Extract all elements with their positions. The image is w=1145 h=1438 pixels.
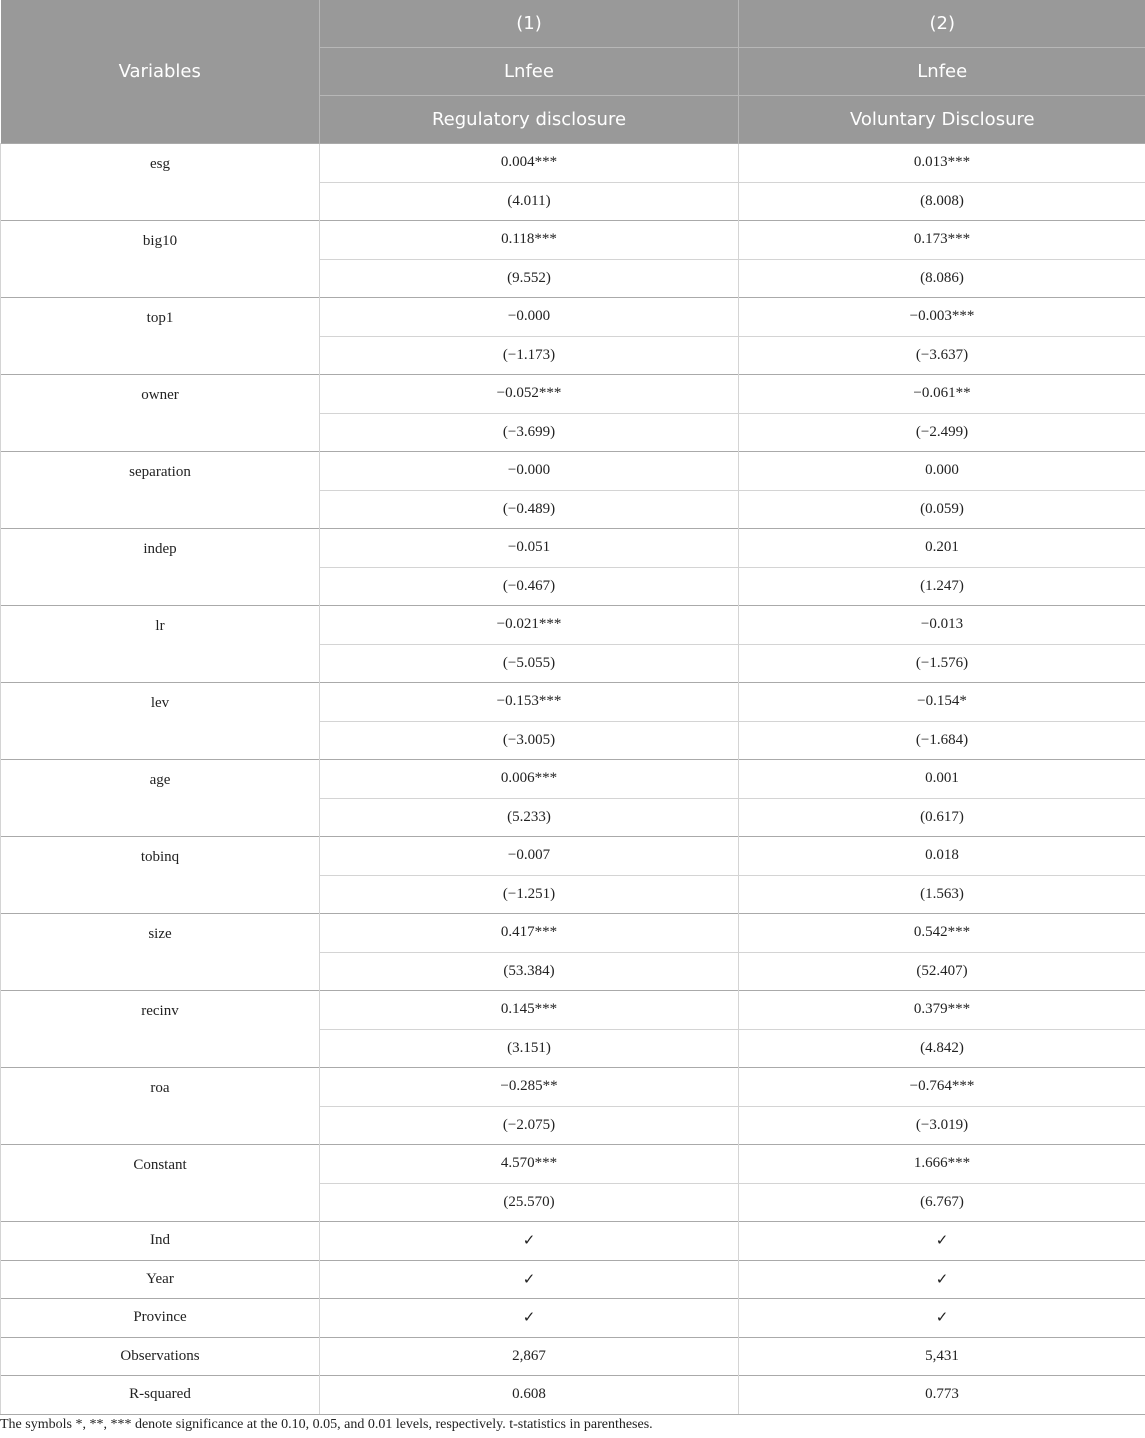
- table-row: [1, 1260, 1145, 1299]
- variable-name: indep: [1, 529, 320, 606]
- table-row: [1, 683, 1145, 722]
- table-footnote: The symbols *, **, *** denote significance at the 0.10, 0.05, and 0.01 levels, respectively. t-statistics in parentheses.: [0, 1417, 653, 1432]
- coef-col2: 0.000: [739, 452, 1145, 491]
- coef-col2: 0.173***: [739, 221, 1145, 260]
- coef-col2: 0.018: [739, 837, 1145, 876]
- coef-col2: 0.201: [739, 529, 1145, 568]
- coef-col1: 0.118***: [320, 221, 739, 260]
- tstat-col2: (0.617): [739, 798, 1145, 837]
- coef-col1: −0.051: [320, 529, 739, 568]
- coef-col1: −0.153***: [320, 683, 739, 722]
- variable-name: size: [1, 914, 320, 991]
- coef-col2: −0.003***: [739, 298, 1145, 337]
- variable-name: recinv: [1, 991, 320, 1068]
- tstat-col1: (3.151): [320, 1029, 739, 1068]
- table-row: [1, 144, 1145, 183]
- tstat-col1: (53.384): [320, 952, 739, 991]
- tstat-col1: (−3.005): [320, 721, 739, 760]
- tstat-col1: (−0.467): [320, 567, 739, 606]
- tstat-col2: (8.008): [739, 182, 1145, 221]
- stat-col1: 0.608: [320, 1376, 739, 1415]
- variable-name: top1: [1, 298, 320, 375]
- variable-name: owner: [1, 375, 320, 452]
- col1-sample: Regulatory disclosure: [320, 96, 739, 144]
- tstat-col1: (9.552): [320, 259, 739, 298]
- check-icon: ✓: [739, 1260, 1145, 1299]
- table-header: [1, 0, 1145, 144]
- tstat-col1: (−5.055): [320, 644, 739, 683]
- coef-col1: −0.021***: [320, 606, 739, 645]
- table-row: [1, 1145, 1145, 1184]
- stat-col1: 2,867: [320, 1337, 739, 1376]
- col2-number: (2): [739, 0, 1145, 48]
- table-row: [1, 452, 1145, 491]
- table-row: [1, 606, 1145, 645]
- tstat-col2: (1.563): [739, 875, 1145, 914]
- col1-depvar: Lnfee: [320, 48, 739, 96]
- coef-col2: −0.061**: [739, 375, 1145, 414]
- tstat-col2: (52.407): [739, 952, 1145, 991]
- table-row: [1, 529, 1145, 568]
- tstat-col1: (25.570): [320, 1183, 739, 1222]
- tstat-col2: (1.247): [739, 567, 1145, 606]
- variables-header: Variables: [1, 0, 320, 144]
- coef-col2: −0.764***: [739, 1068, 1145, 1107]
- check-icon: ✓: [739, 1299, 1145, 1338]
- variable-name: roa: [1, 1068, 320, 1145]
- table-row: [1, 1068, 1145, 1107]
- table-row: [1, 760, 1145, 799]
- stat-col2: 5,431: [739, 1337, 1145, 1376]
- coef-col1: 0.006***: [320, 760, 739, 799]
- tstat-col2: (8.086): [739, 259, 1145, 298]
- coef-col1: 0.417***: [320, 914, 739, 953]
- coef-col1: 0.004***: [320, 144, 739, 183]
- coef-col2: 0.379***: [739, 991, 1145, 1030]
- coef-col1: 0.145***: [320, 991, 739, 1030]
- table-row: [1, 1222, 1145, 1261]
- tstat-col1: (−0.489): [320, 490, 739, 529]
- coef-col2: −0.154*: [739, 683, 1145, 722]
- tstat-col1: (4.011): [320, 182, 739, 221]
- col2-depvar: Lnfee: [739, 48, 1145, 96]
- variable-name: esg: [1, 144, 320, 221]
- stat-label: R-squared: [1, 1376, 320, 1415]
- fixed-effect-label: Year: [1, 1260, 320, 1299]
- stat-label: Observations: [1, 1337, 320, 1376]
- tstat-col1: (5.233): [320, 798, 739, 837]
- check-icon: ✓: [320, 1222, 739, 1261]
- tstat-col2: (−3.637): [739, 336, 1145, 375]
- fixed-effect-label: Province: [1, 1299, 320, 1338]
- table-row: [1, 991, 1145, 1030]
- variable-name: age: [1, 760, 320, 837]
- check-icon: ✓: [739, 1222, 1145, 1261]
- stat-col2: 0.773: [739, 1376, 1145, 1415]
- variable-name: lev: [1, 683, 320, 760]
- check-icon: ✓: [320, 1260, 739, 1299]
- tstat-col2: (0.059): [739, 490, 1145, 529]
- tstat-col1: (−2.075): [320, 1106, 739, 1145]
- table-row: [1, 1376, 1145, 1415]
- coef-col1: −0.000: [320, 298, 739, 337]
- variable-name: tobinq: [1, 837, 320, 914]
- check-icon: ✓: [320, 1299, 739, 1338]
- tstat-col1: (−3.699): [320, 413, 739, 452]
- coef-col2: 0.001: [739, 760, 1145, 799]
- coef-col1: −0.285**: [320, 1068, 739, 1107]
- tstat-col2: (−3.019): [739, 1106, 1145, 1145]
- table-row: [1, 1299, 1145, 1338]
- table-row: [1, 298, 1145, 337]
- tstat-col2: (−2.499): [739, 413, 1145, 452]
- tstat-col2: (−1.684): [739, 721, 1145, 760]
- coef-col2: 1.666***: [739, 1145, 1145, 1184]
- table-row: [1, 914, 1145, 953]
- tstat-col1: (−1.251): [320, 875, 739, 914]
- variable-name: big10: [1, 221, 320, 298]
- table-body: [1, 144, 1145, 1415]
- table-row: [1, 1337, 1145, 1376]
- variable-name: lr: [1, 606, 320, 683]
- table-row: [1, 221, 1145, 260]
- col1-number: (1): [320, 0, 739, 48]
- coef-col1: −0.000: [320, 452, 739, 491]
- table-row: [1, 375, 1145, 414]
- coef-col1: −0.052***: [320, 375, 739, 414]
- variable-name: Constant: [1, 1145, 320, 1222]
- table-row: [1, 837, 1145, 876]
- coef-col1: −0.007: [320, 837, 739, 876]
- coef-col2: −0.013: [739, 606, 1145, 645]
- tstat-col2: (6.767): [739, 1183, 1145, 1222]
- tstat-col2: (4.842): [739, 1029, 1145, 1068]
- fixed-effect-label: Ind: [1, 1222, 320, 1261]
- col2-sample: Voluntary Disclosure: [739, 96, 1145, 144]
- coef-col1: 4.570***: [320, 1145, 739, 1184]
- coef-col2: 0.542***: [739, 914, 1145, 953]
- tstat-col1: (−1.173): [320, 336, 739, 375]
- variable-name: separation: [1, 452, 320, 529]
- coef-col2: 0.013***: [739, 144, 1145, 183]
- tstat-col2: (−1.576): [739, 644, 1145, 683]
